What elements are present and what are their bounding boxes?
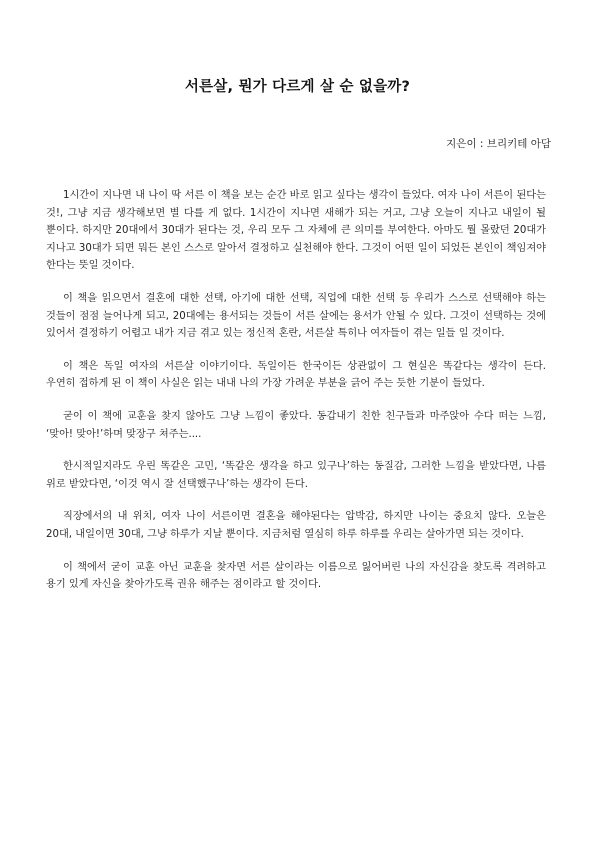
- paragraph-2: 이 책을 읽으면서 결혼에 대한 선택, 아기에 대한 선택, 직업에 대한 선택 등 우리가 스스로 선택해야 하는 것들이 점점 늘어나게 되고, 20대에는 용서되는 것들이 서른 살에는 용서가 안될 수 있다. 그것이 선택하는 것에 있어서 결정하기 어렵고 내가 지금 겪고 있는 정신적 혼란, 서른살 특히나 여자들이 겪는 일들 일 것이다.: [46, 292, 546, 340]
- paragraph-5: 한시적일지라도 우린 똑같은 고민, ‘똑같은 생각을 하고 있구나’하는 동질감, 그러한 느낌을 받았다면, 나름 위로 받았다면, ‘이것 역시 잘 선택했구나’하는 생각이 든다.: [46, 461, 546, 490]
- author-line: 지은이 : 브리키테 아담: [446, 138, 551, 150]
- paragraph-1: 1시간이 지나면 내 나이 딱 서른 이 책을 보는 순간 바로 읽고 싶다는 생각이 들었다. 여자 나이 서른이 된다는 것!, 그냥 지금 생각해보면 별 다를 게 없다. 1시간이 지나면 새해가 되는 거고, 그냥 오늘이 지나고 내일이 될 뿐이다. 하지만 20대에서 30대가 된다는 것, 우리 모두 그 자체에 큰 의미를 부여한다. 아마도 뭘 몰랐던 20대가 지나고 30대가 되면 뭐든 본인 스스로 알아서 결정하고 실천해야 한다. 그것이 어떤 일이 되었든 본인이 책임져야 한다는 뜻일 것이다.: [46, 190, 546, 272]
- paragraph-3: 이 책은 독일 여자의 서른살 이야기이다. 독일이든 한국이든 상관없이 그 현실은 똑같다는 생각이 든다. 우연히 접하게 된 이 책이 사실은 읽는 내내 나의 가장 가려운 부분을 긁어 주는 듯한 기분이 들었다.: [46, 360, 546, 390]
- document-title: 서른살, 뭔가 다르게 살 순 없을까?: [184, 79, 411, 95]
- paragraph-4: 굳이 이 책에 교훈을 찾지 않아도 그냥 느낌이 좋았다. 동갑내기 친한 친구들과 마주앉아 수다 떠는 느낌, ‘맞아! 맞아!’하며 맞장구 쳐주는....: [46, 410, 546, 440]
- document-body: [46, 187, 546, 609]
- paragraph-7: 이 책에서 굳이 교훈 아닌 교훈을 찾자면 서른 살이라는 이름으로 잃어버린 나의 자신감을 찾도록 격려하고 용기 있게 자신을 찾아가도록 권유 해주는 점이라고 할 것이다.: [46, 561, 546, 591]
- paragraph-6: 직장에서의 내 위치, 여자 나이 서른이면 결혼을 해야된다는 압박감, 하지만 나이는 중요치 않다. 오늘은 20대, 내일이면 30대, 그냥 하루가 지날 뿐이다. 지금처럼 열심히 하루 하루를 우리는 살아가면 되는 것이다.: [46, 511, 546, 540]
